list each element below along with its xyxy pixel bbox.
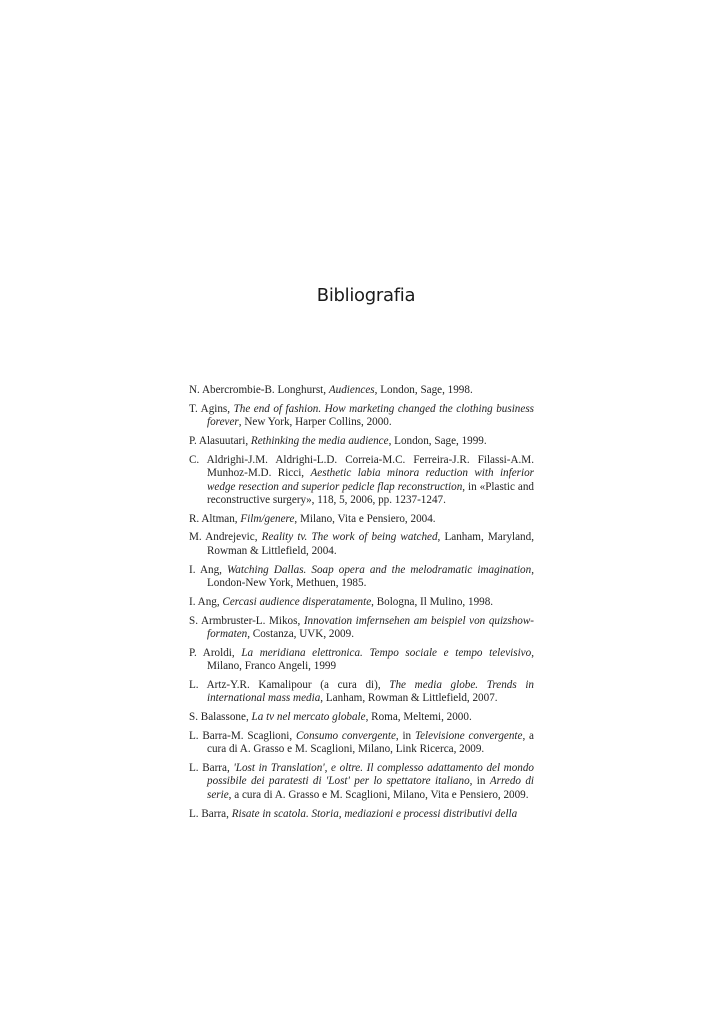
entry-text: P. Aroldi, — [189, 646, 242, 659]
entry-title-text: Aesthetic labia minora reduction with inferior wedge resection and superior pedicle flap reconstruction — [207, 467, 534, 493]
bibliography-entry — [189, 513, 534, 527]
entry-text: , Lanham, Maryland, Rowman & Littlefield, 2004. — [207, 531, 534, 557]
entry-text: , London-New York, Methuen, 1985. — [207, 563, 534, 590]
bibliography-entry — [189, 531, 534, 558]
entry-text: S. Balassone, — [189, 711, 252, 724]
bibliography-entry — [189, 615, 534, 642]
entry-title-text: The media globe. Trends in international mass media — [207, 678, 535, 705]
entry-title-text: Cercasi audience disperatamente — [222, 595, 372, 608]
bibliography-entry — [189, 808, 534, 822]
entry-text: I. Ang, — [189, 595, 223, 608]
entry-text: , in «Plastic and reconstructive surgery», 118, 5, 2006, pp. 1237-1247. — [207, 480, 535, 507]
entry-text: M. Andrejevic, — [189, 531, 262, 544]
entry-text: L. Barra, — [189, 761, 234, 774]
entry-text: , Bologna, Il Mulino, 1998. — [371, 595, 494, 608]
entry-text: , in — [395, 729, 415, 742]
bibliography-entry — [189, 762, 534, 803]
entry-text: L. Artz-Y.R. Kamalipour (a cura di), — [189, 678, 390, 691]
entry-title-text: Arredo di serie — [207, 775, 534, 801]
entry-text: T. Agins, — [189, 402, 234, 415]
bibliography-entry — [189, 384, 534, 398]
bibliography-entry — [189, 454, 534, 508]
entry-text: L. Barra, — [189, 807, 232, 820]
bibliography-list — [189, 384, 534, 826]
entry-title-text: The end of fashion. How marketing changed the clothing business forever — [207, 402, 534, 429]
entry-text: , Roma, Meltemi, 2000. — [365, 711, 472, 724]
entry-text: R. Altman, — [189, 512, 241, 525]
entry-title-text: La tv nel mercato globale — [251, 711, 366, 724]
entry-text: , London, Sage, 1999. — [388, 434, 487, 447]
entry-text: , Lanham, Rowman & Littlefield, 2007. — [320, 692, 498, 705]
entry-text: C. Aldrighi-J.M. Aldrighi-L.D. Correia-M.C. Ferreira-J.R. Filassi-A.M. Munhoz-M.D. Ricci, — [189, 453, 534, 480]
bibliography-entry — [189, 679, 534, 706]
entry-title-text: Consumo convergente — [295, 729, 396, 742]
entry-text: , New York, Harper Collins, 2000. — [238, 416, 392, 429]
bibliography-entry — [189, 711, 534, 725]
entry-text: , a cura di A. Grasso e M. Scaglioni, Milano, Vita e Pensiero, 2009. — [228, 788, 529, 801]
entry-title-text: Innovation imfernsehen am beispiel von quizshow-formaten — [207, 614, 535, 640]
entry-text: I. Ang, — [189, 563, 228, 576]
entry-title-text: Risate in scatola. Storia, mediazioni e processi distributivi della — [231, 807, 518, 820]
bibliography-entry — [189, 647, 534, 674]
entry-title-text: Audiences — [328, 384, 375, 396]
entry-text: , Costanza, UVK, 2009. — [247, 628, 354, 640]
entry-title-text: Televisione convergente — [414, 729, 523, 742]
entry-title-text: Film/genere — [240, 512, 295, 525]
entry-title-text: 'Lost in Translation', e oltre. Il complesso adattamento del mondo possibile dei paratesti di 'Lost' per lo spettatore italiano — [207, 761, 535, 788]
entry-text: , in — [469, 775, 490, 788]
page-title: Bibliografia — [316, 285, 416, 306]
entry-title-text: Watching Dallas. Soap opera and the melodramatic imagination — [227, 563, 532, 576]
entry-text: , Milano, Franco Angeli, 1999 — [207, 646, 534, 673]
entry-title-text: Rethinking the media audience — [250, 434, 389, 447]
bibliography-entry — [189, 730, 534, 757]
entry-text: , Milano, Vita e Pensiero, 2004. — [294, 512, 436, 525]
bibliography-entry — [189, 403, 534, 430]
entry-text: S. Armbruster-L. Mikos, — [189, 614, 304, 627]
entry-text: P. Alasuutari, — [189, 434, 251, 447]
entry-text: , a cura di A. Grasso e M. Scaglioni, Milano, Link Ricerca, 2009. — [207, 729, 534, 756]
entry-text: , London, Sage, 1998. — [374, 384, 473, 396]
entry-title-text: La meridiana elettronica. Tempo sociale e tempo televisivo — [241, 646, 532, 659]
entry-text: N. Abercrombie-B. Longhurst, — [189, 384, 329, 396]
bibliography-entry — [189, 596, 534, 610]
entry-title-text: Reality tv. The work of being watched — [261, 531, 438, 544]
bibliography-entry — [189, 564, 534, 591]
entry-text: L. Barra-M. Scaglioni, — [189, 729, 296, 742]
bibliography-entry — [189, 435, 534, 449]
